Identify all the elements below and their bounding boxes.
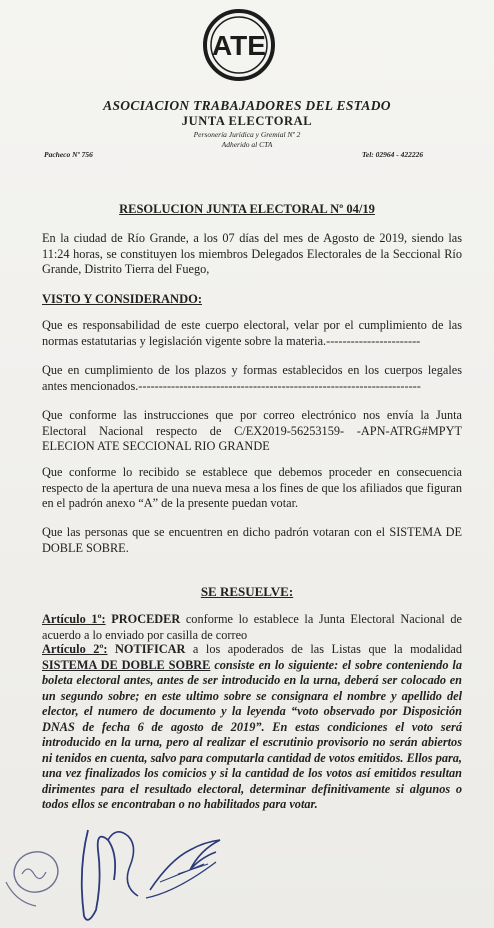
art1-text: conforme lo establece la Junta Electoral Nacional de acuerdo a lo enviado por casilla de correo: [42, 612, 463, 642]
ate-logo: [202, 8, 276, 82]
resolution-title: RESOLUCION JUNTA ELECTORAL Nº 04/19: [119, 202, 375, 216]
considerando-5: Que las personas que se encuentren en dicho padrón votaran con el SISTEMA DE DOBLE SOBRE.: [42, 525, 462, 555]
art2-sistema: SISTEMA DE DOBLE SOBRE: [42, 657, 211, 672]
considerando-3: Que conforme las instrucciones que por correo electrónico nos envía la Junta Electoral Nacional respecto de C/EX2019-56253159- -APN-ATRG#MPYT ELECION ATE SECCIONAL RIO GRANDE: [42, 408, 462, 453]
art2-text: a los apoderados de las Listas que la modalidad: [185, 642, 462, 656]
article-2: [42, 642, 462, 813]
handwritten-signatures: [0, 820, 260, 928]
phone: Tel: 02964 - 422226: [362, 150, 424, 159]
art2-verb: NOTIFICAR: [115, 642, 186, 656]
intro-paragraph: En la ciudad de Río Grande, a los 07 días del mes de Agosto de 2019, siendo las 11:24 horas, se constituyen los miembros Delegados Electorales de la Seccional Río Grande, Distrito Tierra del Fuego,: [42, 231, 462, 276]
personeria: Personería Jurídica y Gremial Nº 2: [193, 130, 301, 139]
address: Pacheco Nº 756: [44, 150, 93, 159]
art2-label: Artículo 2º:: [42, 642, 108, 656]
organization-name: ASOCIACION TRABAJADORES DEL ESTADO: [103, 98, 391, 113]
resuelve-heading: SE RESUELVE:: [200, 584, 294, 599]
adherido: Adherido al CTA: [221, 140, 273, 149]
visto-heading: VISTO Y CONSIDERANDO:: [42, 292, 202, 306]
considerando-4: Que conforme lo recibido se establece que debemos proceder en consecuencia respecto de la apertura de una nueva mesa a los fines de que los afiliados que figuran en el padrón anexo “A” de la presente puedan votar.: [42, 465, 462, 510]
article-1: [42, 612, 462, 643]
considerando-2: Que en cumplimiento de los plazos y formas establecidos en los cuerpos legales antes mencionados.---------------------------------------------------------------------: [42, 363, 462, 393]
logo-text: ATE: [212, 30, 266, 61]
considerando-1: Que es responsabilidad de este cuerpo electoral, velar por el cumplimiento de las normas estatutarias y legislación vigente sobre la materia.-----------------------: [42, 318, 462, 348]
junta-electoral: JUNTA ELECTORAL: [181, 114, 313, 128]
art1-label: Artículo 1º:: [42, 612, 106, 626]
art2-body: consiste en lo siguiente: el sobre conteniendo la boleta electoral antes, antes de ser introducido en la urna, deberá ser colocado en un segundo sobre; en este ultimo sobre se consignara el nombre y apellido del elector, el numero de documento y la leyenda “voto observado por Disposición DNAS de fecha 6 de agosto de 2019”. En estas condiciones el voto será introducido en la urna, pero al realizar el escrutinio provisorio no serán abiertos ni tenidos en cuenta, salvo para computarla cantidad de votos emitidos. Ellos para, una vez finalizados los comicios y si la cantidad de los votos así emitidos resultan dirimentes para el resultado electoral, determinar definitivamente si algunos o todos ellos se encontraban o no habilitados para votar.: [42, 657, 462, 811]
art1-verb: PROCEDER: [111, 612, 181, 626]
